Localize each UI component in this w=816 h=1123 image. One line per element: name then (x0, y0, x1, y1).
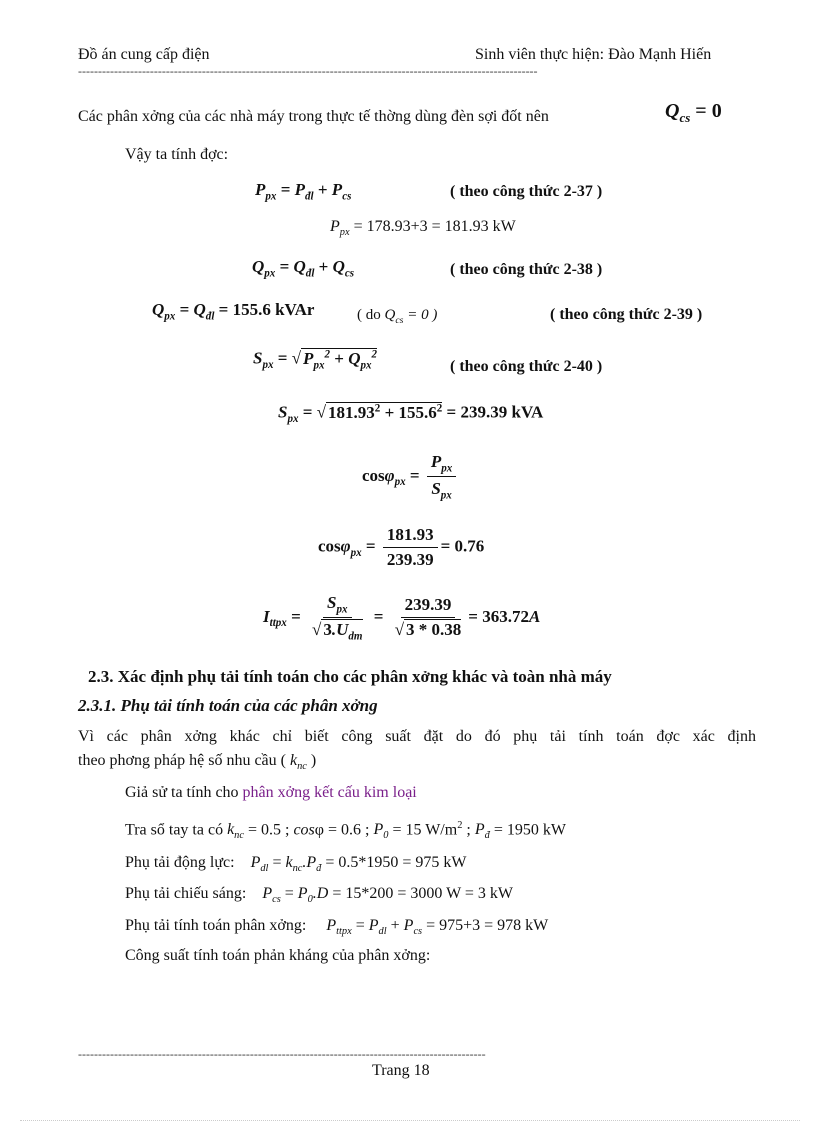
ppx-value-line: $P_{px} = 178.93+3 = 181.93$ kW (330, 218, 516, 239)
gia-su-highlight: phân xởng kết cấu kim loại (242, 784, 417, 801)
dong-luc-val: = 0.5*1950 = 975 kW (325, 854, 467, 871)
intro-equation: $Q_{cs} = 0$ (665, 100, 722, 125)
header-left: Đồ án cung cấp điện (78, 46, 210, 63)
itt-num: 239.39 (401, 595, 456, 618)
intro-text: Các phân xởng của các nhà máy trong thực tế thờng dùng đèn sợi đốt nên (78, 108, 549, 125)
header-right: Sinh viên thực hiện: Đào Mạnh Hiến (475, 46, 712, 63)
cos-result: = 0.76 (440, 536, 485, 556)
spx-formula: $S_{px}$ = √ $P_{px}^2 + Q_{px}^2$ (253, 348, 378, 372)
chieu-sang-val: = 15*200 = 3000 W = 3 kW (332, 885, 514, 902)
spx-num-a: 181.93 (328, 402, 375, 422)
para1b-start: theo phơng pháp hệ số nhu cầu ( (78, 752, 286, 769)
dong-luc-label: Phụ tải động lực: (125, 854, 235, 871)
tra-pd-val: = 1950 kW (493, 821, 566, 839)
subsection-heading: 2.3.1. Phụ tải tính toán của các phân xởng (78, 696, 378, 715)
vay-ta-text: Vậy ta tính đợc: (125, 146, 229, 163)
ppx-value: = 178.93+3 = 181.93 kW (353, 218, 516, 235)
cos-den: 239.39 (386, 550, 434, 569)
qpx-value-formula: $Q_{px} = Q_{đl} = 155.6$ kVAr (152, 300, 315, 323)
qpx-formula: $Q_{px} = Q_{đl} + Q_{cs}$ (252, 257, 355, 280)
ttpx-line: Phụ tải tính toán phân xởng: $P_{ttpx} = P_{dl} + P_{cs} = 975+3 = 978$ kW (125, 917, 549, 938)
section-heading (88, 667, 612, 687)
spx-num-b: 155.6 (398, 402, 437, 422)
ittpx-formula: $I_{ttpx}$ = $\frac{S_{px}}{√ 3.U_{dm}}$ = $\frac{239.39}{√ 3 * 0.38}$ = 363.72A (263, 593, 541, 643)
spx-result: = 239.39 kVA (446, 402, 544, 422)
itt-result: = 363.72 (468, 606, 529, 626)
tra-so-text: Tra sổ tay ta có (125, 821, 224, 839)
page-bottom-border (20, 1120, 800, 1121)
qpx-note-do: ( do (357, 307, 381, 323)
cos-num: 181.93 (383, 525, 438, 548)
cong-suat-line: Công suất tính toán phản kháng của phân xởng: (125, 947, 431, 964)
itt-den: 3 * 0.38 (406, 620, 462, 640)
para1b: theo phơng pháp hệ số nhu cầu ( $k_{nc}$ ) (78, 752, 317, 773)
ttpx-label: Phụ tải tính toán phân xởng: (125, 917, 307, 934)
cos-formula: cosφ$_{px}$ = $\frac{P_{px}}{S_{px}}$ (362, 452, 459, 502)
qpx-value: = 155.6 kVAr (218, 300, 315, 319)
ref-2-38: ( theo công thức 2-38 ) (450, 261, 603, 278)
tra-cos-val: = 0.6 ; (328, 821, 370, 839)
tra-knc-val: = 0.5 ; (247, 821, 290, 839)
section-number: 2.3. (88, 667, 114, 686)
qpx-note: ( do $Q_{cs} = 0$ ) (357, 307, 438, 326)
section-title: Xác định phụ tải tính toán cho các phân xởng khác và toàn nhà máy (117, 667, 612, 686)
cos-value-formula: cosφ$_{px}$ = $\frac{181.93}{239.39}$ = 0.76 (318, 525, 485, 569)
tra-p0-val: = 15 W/m (392, 821, 458, 839)
gia-su-line (125, 784, 417, 802)
dong-luc-line: Phụ tải động lực: $P_{dl} = k_{nc}.P_đ = 0.5*1950 = 975$ kW (125, 854, 467, 875)
header-divider: ------------------------------------------------------------------------------------------------------------------- (78, 64, 538, 78)
footer-divider: ------------------------------------------------------------------------------------------------------ (78, 1047, 486, 1061)
para1: Vì các phân xởng khác chỉ biết công suất đặt do đó phụ tải tính toán đợc xác định (78, 728, 756, 745)
ttpx-val: = 975+3 = 978 kW (426, 917, 549, 934)
chieu-sang-label: Phụ tải chiếu sáng: (125, 885, 247, 902)
spx-value-formula: $S_{px}$ = √ $181.93^2 + 155.6^2 = 239.39$ kVA (278, 402, 544, 426)
itt-unit: A (528, 606, 541, 626)
page-number: Trang 18 (372, 1062, 430, 1079)
qpx-note-end: = 0 ) (407, 307, 438, 323)
tra-so-line: Tra sổ tay ta có $k_{nc} = 0.5$ ; cosφ = 0.6 ; $P_0 = 15$ $W/m^2$ ; $P_đ = 1950$ kW (125, 820, 566, 842)
ref-2-39: ( theo công thức 2-39 ) (550, 306, 703, 323)
gia-su-text: Giả sử ta tính cho (125, 784, 239, 801)
ref-2-40: ( theo công thức 2-40 ) (450, 358, 603, 375)
para1b-end: ) (310, 752, 317, 769)
ref-2-37: ( theo công thức 2-37 ) (450, 183, 603, 200)
chieu-sang-line: Phụ tải chiếu sáng: $P_{cs} = P_0.D = 15*200 = 3000$ W = 3 kW (125, 885, 514, 906)
ppx-formula: $P_{px} = P_{đl} + P_{cs}$ (255, 180, 352, 203)
